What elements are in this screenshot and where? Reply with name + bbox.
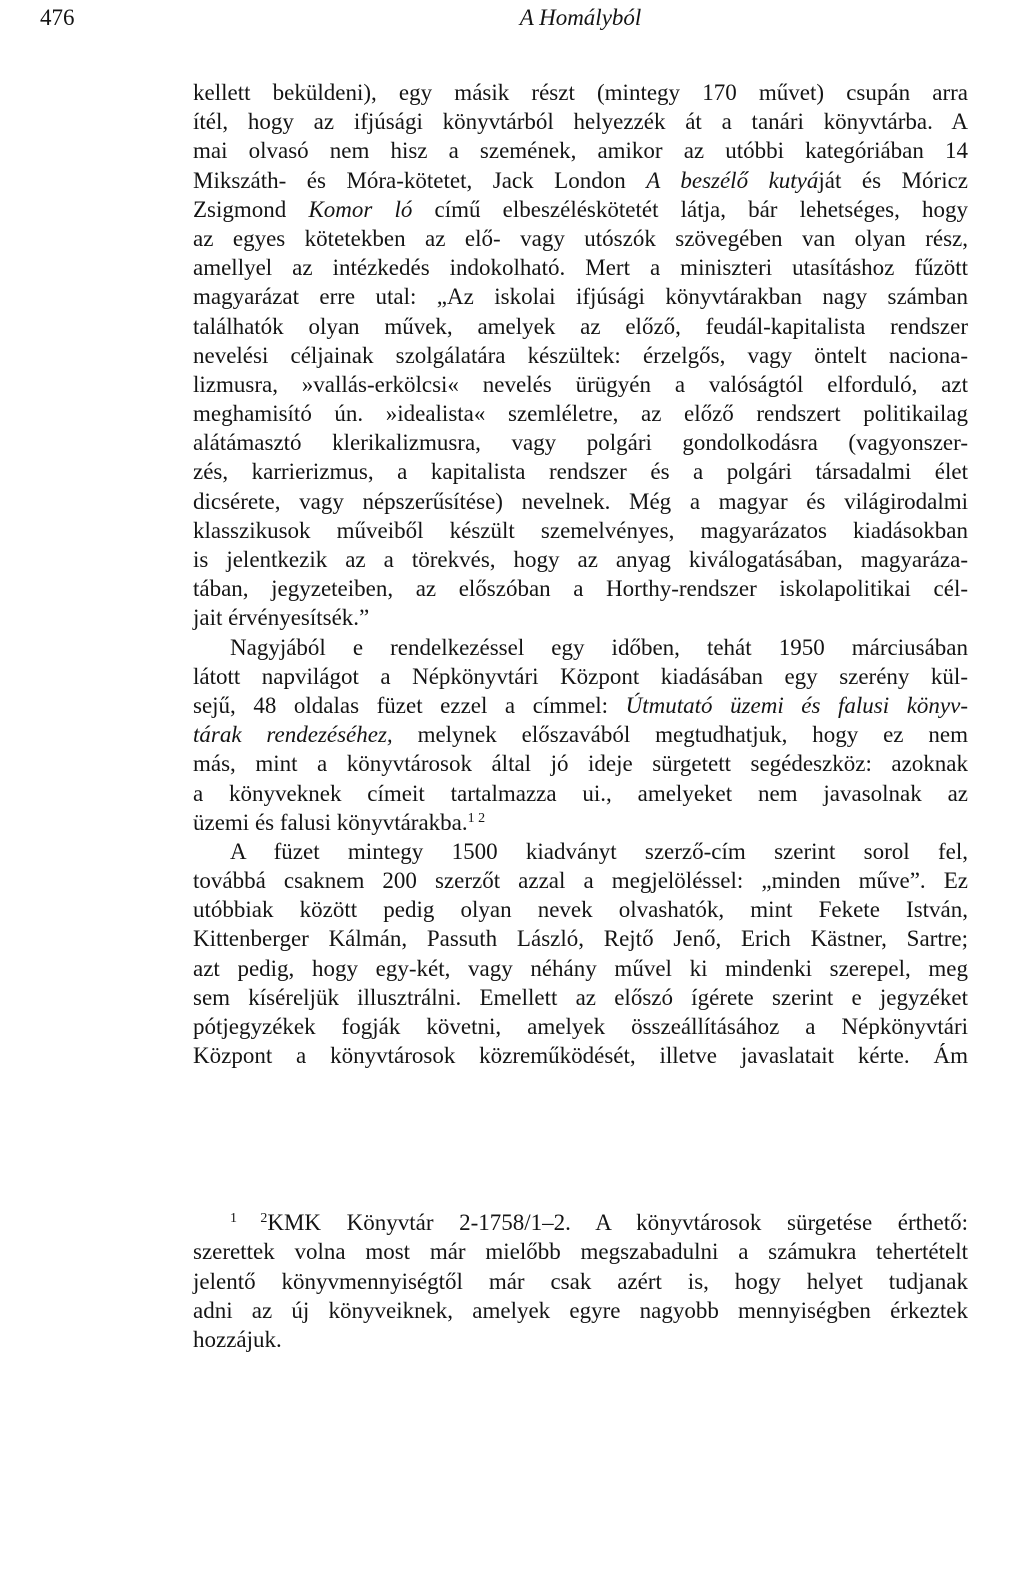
text-run: találhatók olyan művek, amelyek az előző, feudál-kapitalista rendszer	[193, 313, 968, 339]
text-run: magyarázat erre utal: „Az iskolai ifjúsági könyvtárakban nagy számban	[193, 284, 968, 310]
text-run: jait érvényesítsék.”	[193, 605, 370, 631]
footnote-reference: 1 2	[230, 1211, 268, 1226]
italic-title-text: tárak rendezéséhez,	[193, 722, 393, 748]
text-run: hozzájuk.	[193, 1327, 282, 1352]
page-number: 476	[40, 5, 75, 30]
text-line	[193, 166, 968, 195]
text-line	[193, 312, 968, 341]
text-line	[193, 136, 968, 165]
text-line	[193, 545, 968, 574]
text-line	[193, 866, 968, 895]
text-line	[193, 282, 968, 311]
text-run: alátámasztó klerikalizmusra, vagy polgári gondolkodásra (vagyonszer-	[193, 430, 968, 456]
text-run: lizmusra, »vallás-erkölcsi« nevelés ürügyén a valóságtól elforduló, azt	[193, 371, 968, 397]
text-run: adni az új könyveiknek, amelyek egyre nagyobb mennyiségben érkeztek	[193, 1297, 968, 1323]
text-line	[193, 574, 968, 603]
text-run: amellyel az intézkedés indokolható. Mert a miniszteri utasításhoz fűzött	[193, 255, 968, 281]
text-line	[193, 1237, 968, 1266]
text-line	[193, 253, 968, 282]
italic-title-text: Komor ló	[308, 196, 413, 222]
text-line	[193, 983, 968, 1012]
text-line	[193, 78, 968, 107]
text-run: szerettek volna most már mielőbb megszabadulni a számukra tehertételt	[193, 1239, 968, 1265]
text-run: a könyveknek címeit tartalmazza ui., amelyeket nem javasolnak az	[193, 780, 968, 806]
text-line	[193, 516, 968, 545]
text-line	[193, 603, 968, 632]
text-run: meghamisító ún. »idealista« szemléletre, az előző rendszert politikailag	[193, 401, 968, 427]
text-line	[193, 924, 968, 953]
text-run: című elbeszéléskötetét látja, bár lehetséges, hogy	[412, 196, 969, 222]
text-run: jelentő könyvmennyiségtől már csak azért is, hogy helyet tudjanak	[193, 1268, 968, 1294]
text-line	[193, 954, 968, 983]
paragraph	[193, 633, 968, 837]
text-run: klasszikusok műveiből készült szemelvényes, magyarázatos kiadásokban	[193, 517, 968, 543]
text-run: nevelési céljainak szolgálatára készültek: érzelgős, vagy öntelt naciona-	[193, 342, 968, 368]
text-run: sejű, 48 oldalas füzet ezzel a címmel:	[193, 692, 626, 718]
footnote	[193, 1208, 968, 1354]
running-title: A Homályból	[519, 5, 642, 30]
text-run: utóbbiak között pedig olyan nevek olvashatók, mint Fekete István,	[193, 897, 968, 923]
text-run: zés, karrierizmus, a kapitalista rendszer és a polgári társadalmi élet	[193, 459, 968, 485]
text-line	[193, 107, 968, 136]
text-line	[193, 399, 968, 428]
footnotes	[193, 1208, 968, 1354]
text-line	[193, 837, 968, 866]
text-line	[193, 224, 968, 253]
text-run: ítél, hogy az ifjúsági könyvtárból helyezzék át a tanári könyvtárba. A	[193, 109, 968, 135]
text-line	[193, 1267, 968, 1296]
text-line	[193, 370, 968, 399]
text-line	[193, 662, 968, 691]
text-run: KMK Könyvtár 2-1758/1–2. A könyvtárosok sürgetése érthető:	[267, 1210, 969, 1235]
paragraph	[193, 78, 968, 633]
text-run: üzemi és falusi könyvtárakba.	[193, 809, 468, 835]
text-run: tában, jegyzeteiben, az előszóban a Horthy-rendszer iskolapolitikai cél-	[193, 576, 968, 602]
text-line	[193, 195, 968, 224]
text-line	[193, 1012, 968, 1041]
main-text	[193, 78, 968, 1070]
text-run: A füzet mintegy 1500 kiadványt szerző-cím szerint sorol fel,	[230, 838, 968, 864]
italic-title-text: Útmutató üzemi és falusi könyv-	[625, 692, 968, 718]
text-line	[193, 633, 968, 662]
text-run: az egyes kötetekben az elő- vagy utószók szövegében van olyan rész,	[193, 225, 968, 251]
text-line	[193, 749, 968, 778]
text-run: melynek előszavából megtudhatjuk, hogy ez nem	[392, 722, 968, 748]
footnote-reference: 1 2	[467, 810, 486, 826]
text-run: más, mint a könyvtárosok által jó ideje sürgetett segédeszköz: azoknak	[193, 751, 968, 777]
text-run: Mikszáth- és Móra-kötetet, Jack London	[193, 167, 647, 193]
italic-title-text: A beszélő kutyá	[646, 167, 819, 193]
text-run: továbbá csaknem 200 szerzőt azzal a megjelöléssel: „minden műve”. Ez	[193, 868, 968, 894]
text-run: mai olvasó nem hisz a szemének, amikor az utóbbi kategóriában 14	[193, 138, 968, 164]
text-run: kellett beküldeni), egy másik részt (mintegy 170 művet) csupán arra	[193, 80, 968, 105]
text-run: pótjegyzékek fogják követni, amelyek összeállításához a Népkönyvtári	[193, 1014, 968, 1039]
text-run: látott napvilágot a Népkönyvtári Központ kiadásában egy szerény kül-	[193, 663, 968, 689]
text-run: sem kíséreljük illusztrálni. Emellett az előszó ígérete szerint e jegyzéket	[193, 984, 968, 1010]
text-line	[193, 895, 968, 924]
text-line	[193, 779, 968, 808]
text-run: Kittenberger Kálmán, Passuth László, Rejtő Jenő, Erich Kästner, Sartre;	[193, 926, 968, 952]
text-line	[193, 691, 968, 720]
paragraph	[193, 837, 968, 1071]
text-line	[193, 1325, 968, 1354]
text-run: Központ a könyvtárosok közreműködését, illetve javaslatait kérte. Ám	[193, 1043, 968, 1069]
text-line	[193, 457, 968, 486]
text-line	[193, 720, 968, 749]
text-line	[193, 808, 968, 837]
text-run: azt pedig, hogy egy-két, vagy néhány művel ki mindenki szerepel, meg	[193, 955, 968, 981]
text-line	[193, 1041, 968, 1070]
text-run: Nagyjából e rendelkezéssel egy időben, tehát 1950 márciusában	[230, 634, 968, 660]
text-run: ját és Móricz	[818, 167, 968, 193]
text-line	[193, 428, 968, 457]
text-run: Zsigmond	[193, 196, 309, 222]
text-line	[193, 1208, 968, 1237]
text-line	[193, 341, 968, 370]
text-run: is jelentkezik az a törekvés, hogy az anyag kiválogatásában, magyaráza-	[193, 547, 968, 572]
text-run: dicsérete, vagy népszerűsítése) nevelnek. Még a magyar és világirodalmi	[193, 488, 968, 514]
text-line	[193, 487, 968, 516]
text-line	[193, 1296, 968, 1325]
